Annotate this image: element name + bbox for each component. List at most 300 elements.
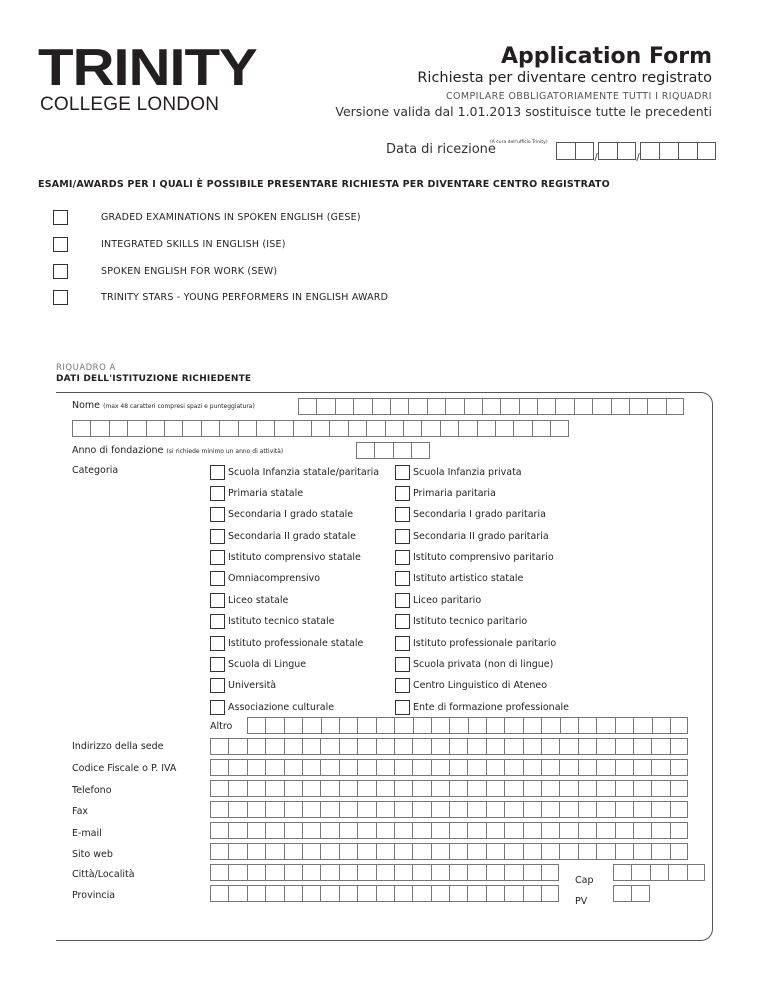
char-cell[interactable] [238, 420, 256, 437]
char-cell[interactable] [613, 885, 631, 902]
char-cell[interactable] [541, 822, 559, 839]
char-cell[interactable] [615, 843, 633, 860]
category-option[interactable] [395, 464, 569, 480]
char-cell[interactable] [431, 738, 449, 755]
char-cell[interactable] [467, 738, 485, 755]
char-cell[interactable] [523, 780, 541, 797]
char-cell[interactable] [284, 864, 302, 881]
char-cell[interactable] [615, 759, 633, 776]
char-cell[interactable] [201, 420, 219, 437]
category-checkbox[interactable] [395, 486, 410, 501]
char-cell[interactable] [523, 759, 541, 776]
char-cell[interactable] [427, 398, 445, 415]
char-cell[interactable] [302, 864, 320, 881]
char-cell[interactable] [412, 822, 430, 839]
fax-input[interactable] [210, 801, 688, 818]
category-option[interactable] [395, 592, 569, 608]
char-cell[interactable] [412, 780, 430, 797]
char-cell[interactable] [559, 780, 577, 797]
char-cell[interactable] [504, 738, 522, 755]
char-cell[interactable] [504, 780, 522, 797]
category-option[interactable] [395, 657, 569, 673]
category-option[interactable] [210, 635, 379, 651]
category-option[interactable] [395, 678, 569, 694]
char-cell[interactable] [458, 420, 476, 437]
char-cell[interactable] [523, 822, 541, 839]
char-cell[interactable] [228, 780, 246, 797]
char-cell[interactable] [376, 738, 394, 755]
char-cell[interactable] [633, 843, 651, 860]
char-cell[interactable] [219, 420, 237, 437]
category-checkbox[interactable] [210, 657, 225, 672]
char-cell[interactable] [633, 780, 651, 797]
char-cell[interactable] [357, 822, 375, 839]
category-checkbox[interactable] [395, 593, 410, 608]
category-option[interactable] [210, 699, 379, 715]
char-cell[interactable] [394, 843, 412, 860]
char-cell[interactable] [431, 885, 449, 902]
char-cell[interactable] [321, 717, 339, 734]
nome-input-row-2[interactable] [72, 420, 569, 437]
char-cell[interactable] [284, 843, 302, 860]
char-cell[interactable] [247, 864, 265, 881]
char-cell[interactable] [541, 864, 559, 881]
char-cell[interactable] [284, 801, 302, 818]
char-cell[interactable] [482, 398, 500, 415]
nome-input-row-1[interactable] [298, 398, 684, 415]
char-cell[interactable] [467, 843, 485, 860]
char-cell[interactable] [311, 420, 329, 437]
char-cell[interactable] [421, 420, 439, 437]
char-cell[interactable] [376, 759, 394, 776]
char-cell[interactable] [247, 822, 265, 839]
char-cell[interactable] [633, 738, 651, 755]
char-cell[interactable] [449, 843, 467, 860]
char-cell[interactable] [247, 780, 265, 797]
char-cell[interactable] [467, 864, 485, 881]
char-cell[interactable] [90, 420, 108, 437]
char-cell[interactable] [376, 717, 394, 734]
char-cell[interactable] [555, 398, 573, 415]
char-cell[interactable] [633, 759, 651, 776]
char-cell[interactable] [486, 780, 504, 797]
receipt-date-field[interactable] [556, 142, 716, 163]
char-cell[interactable] [339, 885, 357, 902]
char-cell[interactable] [412, 759, 430, 776]
char-cell[interactable] [500, 398, 518, 415]
char-cell[interactable] [464, 398, 482, 415]
char-cell[interactable] [412, 738, 430, 755]
char-cell[interactable] [633, 717, 651, 734]
category-option[interactable] [210, 657, 379, 673]
char-cell[interactable] [592, 398, 610, 415]
char-cell[interactable] [670, 738, 688, 755]
char-cell[interactable] [467, 759, 485, 776]
char-cell[interactable] [633, 801, 651, 818]
category-checkbox[interactable] [210, 529, 225, 544]
char-cell[interactable] [247, 717, 265, 734]
char-cell[interactable] [449, 822, 467, 839]
char-cell[interactable] [613, 864, 631, 881]
char-cell[interactable] [210, 885, 228, 902]
char-cell[interactable] [210, 780, 228, 797]
char-cell[interactable] [320, 822, 338, 839]
char-cell[interactable] [615, 801, 633, 818]
category-checkbox[interactable] [395, 636, 410, 651]
char-cell[interactable] [182, 420, 200, 437]
char-cell[interactable] [366, 420, 384, 437]
char-cell[interactable] [228, 864, 246, 881]
char-cell[interactable] [247, 801, 265, 818]
exam-checkbox[interactable] [53, 264, 68, 279]
category-checkbox[interactable] [210, 593, 225, 608]
char-cell[interactable] [210, 801, 228, 818]
char-cell[interactable] [431, 717, 449, 734]
char-cell[interactable] [72, 420, 90, 437]
char-cell[interactable] [504, 822, 522, 839]
char-cell[interactable] [357, 759, 375, 776]
char-cell[interactable] [523, 717, 541, 734]
char-cell[interactable] [559, 759, 577, 776]
category-checkbox[interactable] [395, 700, 410, 715]
char-cell[interactable] [357, 885, 375, 902]
char-cell[interactable] [467, 801, 485, 818]
char-cell[interactable] [390, 398, 408, 415]
receipt-year[interactable] [640, 142, 716, 160]
char-cell[interactable] [578, 759, 596, 776]
char-cell[interactable] [302, 843, 320, 860]
char-cell[interactable] [357, 843, 375, 860]
char-cell[interactable] [265, 801, 283, 818]
char-cell[interactable] [559, 822, 577, 839]
char-cell[interactable] [504, 885, 522, 902]
char-cell[interactable] [376, 885, 394, 902]
exam-checkbox[interactable] [53, 290, 68, 305]
char-cell[interactable] [376, 801, 394, 818]
char-cell[interactable] [284, 738, 302, 755]
char-cell[interactable] [513, 420, 531, 437]
char-cell[interactable] [339, 822, 357, 839]
char-cell[interactable] [611, 398, 629, 415]
char-cell[interactable] [670, 759, 688, 776]
char-cell[interactable] [256, 420, 274, 437]
char-cell[interactable] [651, 801, 669, 818]
char-cell[interactable] [651, 738, 669, 755]
char-cell[interactable] [596, 738, 614, 755]
char-cell[interactable] [541, 843, 559, 860]
char-cell[interactable] [431, 759, 449, 776]
char-cell[interactable] [284, 759, 302, 776]
char-cell[interactable] [376, 822, 394, 839]
char-cell[interactable] [394, 717, 412, 734]
char-cell[interactable] [431, 801, 449, 818]
char-cell[interactable] [550, 420, 568, 437]
char-cell[interactable] [578, 738, 596, 755]
category-checkbox[interactable] [210, 486, 225, 501]
char-cell[interactable] [210, 822, 228, 839]
category-checkbox[interactable] [395, 678, 410, 693]
char-cell[interactable] [265, 885, 283, 902]
altro-input[interactable] [247, 717, 688, 734]
char-cell[interactable] [431, 864, 449, 881]
category-option[interactable] [210, 507, 379, 523]
pv-input[interactable] [613, 885, 650, 902]
char-cell[interactable] [316, 398, 334, 415]
char-cell[interactable] [146, 420, 164, 437]
char-cell[interactable] [651, 780, 669, 797]
char-cell[interactable] [486, 738, 504, 755]
char-cell[interactable] [274, 420, 292, 437]
char-cell[interactable] [596, 843, 614, 860]
category-option[interactable] [210, 592, 379, 608]
char-cell[interactable] [413, 717, 431, 734]
char-cell[interactable] [559, 843, 577, 860]
category-option[interactable] [210, 464, 379, 480]
char-cell[interactable] [486, 801, 504, 818]
char-cell[interactable] [394, 801, 412, 818]
char-cell[interactable] [560, 717, 578, 734]
char-cell[interactable] [486, 864, 504, 881]
char-cell[interactable] [467, 780, 485, 797]
char-cell[interactable] [210, 759, 228, 776]
exam-option-sew[interactable] [53, 264, 278, 279]
char-cell[interactable] [408, 398, 426, 415]
receipt-month[interactable] [598, 142, 636, 160]
char-cell[interactable] [541, 738, 559, 755]
char-cell[interactable] [284, 822, 302, 839]
char-cell[interactable] [302, 780, 320, 797]
char-cell[interactable] [374, 442, 392, 459]
category-checkbox[interactable] [395, 550, 410, 565]
char-cell[interactable] [265, 738, 283, 755]
char-cell[interactable] [228, 843, 246, 860]
char-cell[interactable] [578, 801, 596, 818]
char-cell[interactable] [486, 717, 504, 734]
char-cell[interactable] [449, 738, 467, 755]
char-cell[interactable] [376, 780, 394, 797]
codice-input[interactable] [210, 759, 688, 776]
char-cell[interactable] [670, 780, 688, 797]
char-cell[interactable] [411, 442, 429, 459]
char-cell[interactable] [596, 717, 614, 734]
char-cell[interactable] [449, 717, 467, 734]
char-cell[interactable] [284, 885, 302, 902]
char-cell[interactable] [320, 885, 338, 902]
category-option[interactable] [395, 485, 569, 501]
char-cell[interactable] [596, 822, 614, 839]
char-cell[interactable] [559, 738, 577, 755]
category-option[interactable] [210, 550, 379, 566]
char-cell[interactable] [348, 420, 366, 437]
char-cell[interactable] [523, 864, 541, 881]
char-cell[interactable] [651, 759, 669, 776]
telefono-input[interactable] [210, 780, 688, 797]
char-cell[interactable] [320, 780, 338, 797]
char-cell[interactable] [376, 864, 394, 881]
indirizzo-input[interactable] [210, 738, 688, 755]
char-cell[interactable] [504, 717, 522, 734]
provincia-input[interactable] [210, 885, 559, 902]
char-cell[interactable] [394, 822, 412, 839]
category-option[interactable] [395, 699, 569, 715]
char-cell[interactable] [339, 801, 357, 818]
char-cell[interactable] [265, 864, 283, 881]
char-cell[interactable] [357, 801, 375, 818]
category-option[interactable] [210, 614, 379, 630]
char-cell[interactable] [357, 717, 375, 734]
char-cell[interactable] [302, 738, 320, 755]
category-checkbox[interactable] [210, 465, 225, 480]
char-cell[interactable] [687, 864, 705, 881]
char-cell[interactable] [109, 420, 127, 437]
char-cell[interactable] [541, 780, 559, 797]
char-cell[interactable] [445, 398, 463, 415]
char-cell[interactable] [486, 885, 504, 902]
char-cell[interactable] [670, 843, 688, 860]
char-cell[interactable] [228, 885, 246, 902]
char-cell[interactable] [339, 759, 357, 776]
char-cell[interactable] [247, 843, 265, 860]
category-checkbox[interactable] [395, 529, 410, 544]
category-option[interactable] [210, 678, 379, 694]
char-cell[interactable] [578, 780, 596, 797]
category-checkbox[interactable] [210, 571, 225, 586]
char-cell[interactable] [431, 843, 449, 860]
char-cell[interactable] [578, 717, 596, 734]
char-cell[interactable] [523, 843, 541, 860]
char-cell[interactable] [265, 717, 283, 734]
char-cell[interactable] [449, 801, 467, 818]
char-cell[interactable] [670, 801, 688, 818]
char-cell[interactable] [228, 822, 246, 839]
char-cell[interactable] [228, 759, 246, 776]
citta-input[interactable] [210, 864, 559, 881]
char-cell[interactable] [412, 885, 430, 902]
char-cell[interactable] [652, 717, 670, 734]
char-cell[interactable] [615, 738, 633, 755]
char-cell[interactable] [302, 885, 320, 902]
char-cell[interactable] [596, 759, 614, 776]
char-cell[interactable] [504, 759, 522, 776]
exam-option-gese[interactable] [53, 210, 361, 225]
char-cell[interactable] [615, 822, 633, 839]
char-cell[interactable] [302, 801, 320, 818]
char-cell[interactable] [265, 822, 283, 839]
category-checkbox[interactable] [210, 636, 225, 651]
char-cell[interactable] [440, 420, 458, 437]
category-checkbox[interactable] [395, 507, 410, 522]
char-cell[interactable] [504, 801, 522, 818]
sito-input[interactable] [210, 843, 688, 860]
char-cell[interactable] [631, 885, 649, 902]
char-cell[interactable] [228, 738, 246, 755]
category-checkbox[interactable] [395, 614, 410, 629]
char-cell[interactable] [504, 843, 522, 860]
char-cell[interactable] [320, 801, 338, 818]
char-cell[interactable] [670, 717, 688, 734]
char-cell[interactable] [376, 843, 394, 860]
char-cell[interactable] [668, 864, 686, 881]
char-cell[interactable] [431, 822, 449, 839]
char-cell[interactable] [431, 780, 449, 797]
category-option[interactable] [210, 571, 379, 587]
char-cell[interactable] [339, 717, 357, 734]
char-cell[interactable] [523, 885, 541, 902]
char-cell[interactable] [633, 822, 651, 839]
char-cell[interactable] [357, 738, 375, 755]
category-option[interactable] [395, 571, 569, 587]
category-checkbox[interactable] [395, 465, 410, 480]
exam-option-ise[interactable] [53, 237, 286, 252]
char-cell[interactable] [357, 864, 375, 881]
char-cell[interactable] [541, 717, 559, 734]
char-cell[interactable] [394, 738, 412, 755]
char-cell[interactable] [335, 398, 353, 415]
char-cell[interactable] [647, 398, 665, 415]
char-cell[interactable] [298, 398, 316, 415]
char-cell[interactable] [412, 843, 430, 860]
char-cell[interactable] [357, 780, 375, 797]
char-cell[interactable] [127, 420, 145, 437]
char-cell[interactable] [412, 801, 430, 818]
category-checkbox[interactable] [210, 507, 225, 522]
char-cell[interactable] [615, 780, 633, 797]
char-cell[interactable] [486, 759, 504, 776]
char-cell[interactable] [302, 822, 320, 839]
category-option[interactable] [395, 550, 569, 566]
char-cell[interactable] [541, 885, 559, 902]
exam-checkbox[interactable] [53, 210, 68, 225]
char-cell[interactable] [339, 843, 357, 860]
char-cell[interactable] [650, 864, 668, 881]
char-cell[interactable] [468, 717, 486, 734]
char-cell[interactable] [247, 759, 265, 776]
char-cell[interactable] [467, 822, 485, 839]
char-cell[interactable] [320, 843, 338, 860]
char-cell[interactable] [670, 822, 688, 839]
char-cell[interactable] [394, 864, 412, 881]
char-cell[interactable] [284, 780, 302, 797]
category-option[interactable] [395, 507, 569, 523]
char-cell[interactable] [532, 420, 550, 437]
cap-input[interactable] [613, 864, 705, 881]
char-cell[interactable] [210, 864, 228, 881]
char-cell[interactable] [477, 420, 495, 437]
char-cell[interactable] [394, 885, 412, 902]
exam-option-stars[interactable] [53, 290, 389, 305]
char-cell[interactable] [339, 738, 357, 755]
exam-checkbox[interactable] [53, 237, 68, 252]
category-checkbox[interactable] [210, 550, 225, 565]
char-cell[interactable] [247, 885, 265, 902]
char-cell[interactable] [412, 864, 430, 881]
char-cell[interactable] [523, 801, 541, 818]
char-cell[interactable] [615, 717, 633, 734]
char-cell[interactable] [486, 843, 504, 860]
char-cell[interactable] [574, 398, 592, 415]
char-cell[interactable] [403, 420, 421, 437]
char-cell[interactable] [353, 398, 371, 415]
category-checkbox[interactable] [210, 700, 225, 715]
char-cell[interactable] [495, 420, 513, 437]
char-cell[interactable] [394, 780, 412, 797]
char-cell[interactable] [385, 420, 403, 437]
char-cell[interactable] [523, 738, 541, 755]
char-cell[interactable] [320, 759, 338, 776]
char-cell[interactable] [356, 442, 374, 459]
category-checkbox[interactable] [210, 614, 225, 629]
char-cell[interactable] [247, 738, 265, 755]
